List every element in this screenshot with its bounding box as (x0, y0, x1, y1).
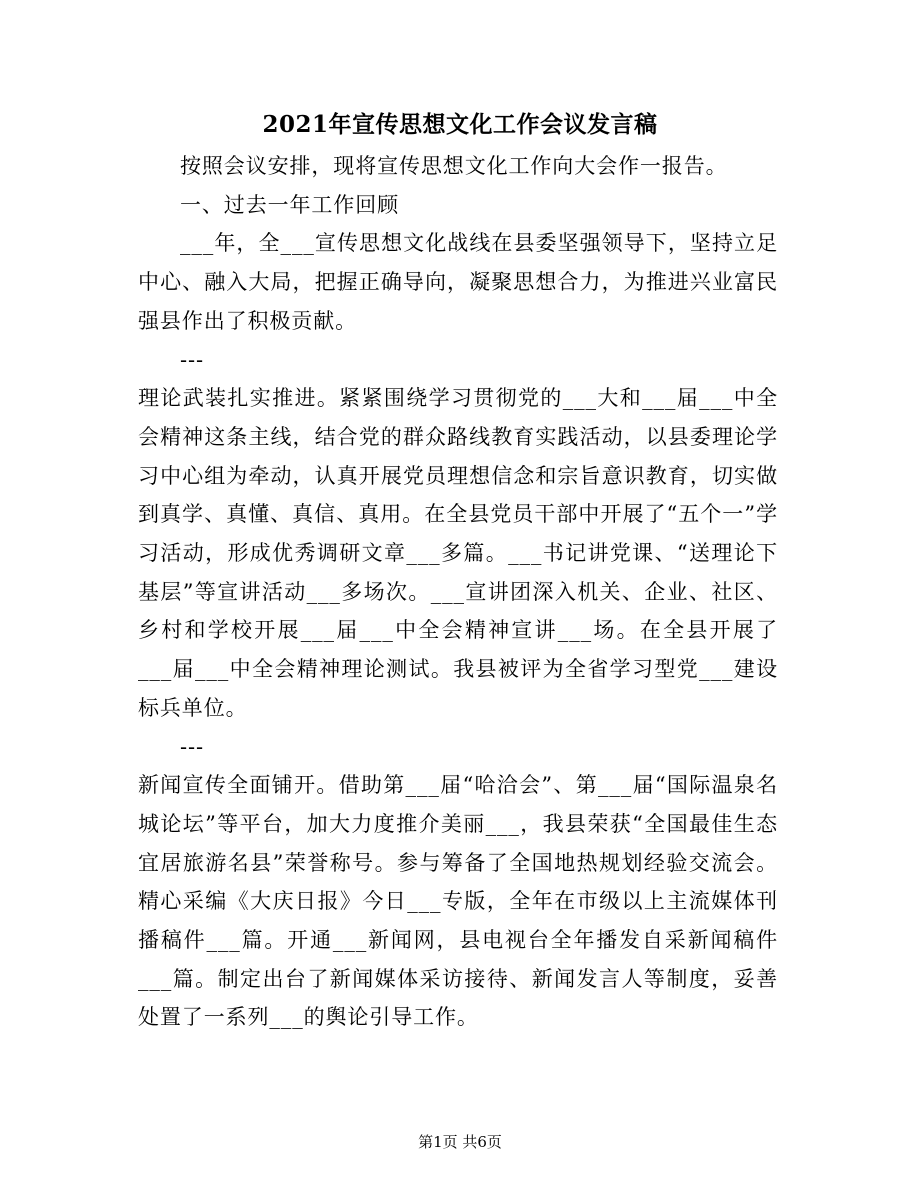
separator-1: --- (180, 347, 204, 372)
page-number: 第1页 共6页 (418, 1133, 502, 1151)
separator-2: --- (180, 734, 204, 759)
paragraph-overview: ___年，全___宣传思想文化战线在县委坚强领导下，坚持立足中心、融入大局，把握正确导向，凝聚思想合力，为推进兴业富民强县作出了积极贡献。 (138, 231, 778, 333)
document-body (138, 147, 778, 1037)
section-heading: 一、过去一年工作回顾 (180, 192, 399, 217)
document-title: 2021年宣传思想文化工作会议发言稿 (262, 111, 658, 138)
paragraph-intro: 按照会议安排，现将宣传思想文化工作向大会作一报告。 (180, 154, 728, 178)
paragraph-news: 新闻宣传全面铺开。借助第___届“哈洽会”、第___届“国际温泉名城论坛”等平台，加大力度推介美丽___，我县荣获“全国最佳生态宜居旅游名县”荣誉称号。参与筹备了全国地热规划经验交流会。精心采编《大庆日报》今日___专版，全年在市级以上主流媒体刊播稿件___篇。开通___新闻网，县电视台全年播发自采新闻稿件___篇。制定出台了新闻媒体采访接待、新闻发言人等制度，妥善处置了一系列___的舆论引导工作。 (138, 773, 778, 1030)
paragraph-theory: 理论武装扎实推进。紧紧围绕学习贯彻党的___大和___届___中全会精神这条主线，结合党的群众路线教育实践活动，以县委理论学习中心组为牵动，认真开展党员理想信念和宗旨意识教育，切实做到真学、真懂、真信、真用。在全县党员干部中开展了“五个一”学习活动，形成优秀调研文章___多篇。___书记讲党课、“送理论下基层”等宣讲活动___多场次。___宣讲团深入机关、企业、社区、乡村和学校开展___届___中全会精神宣讲___场。在全县开展了___届___中全会精神理论测试。我县被评为全省学习型党___建设标兵单位。 (138, 386, 778, 720)
